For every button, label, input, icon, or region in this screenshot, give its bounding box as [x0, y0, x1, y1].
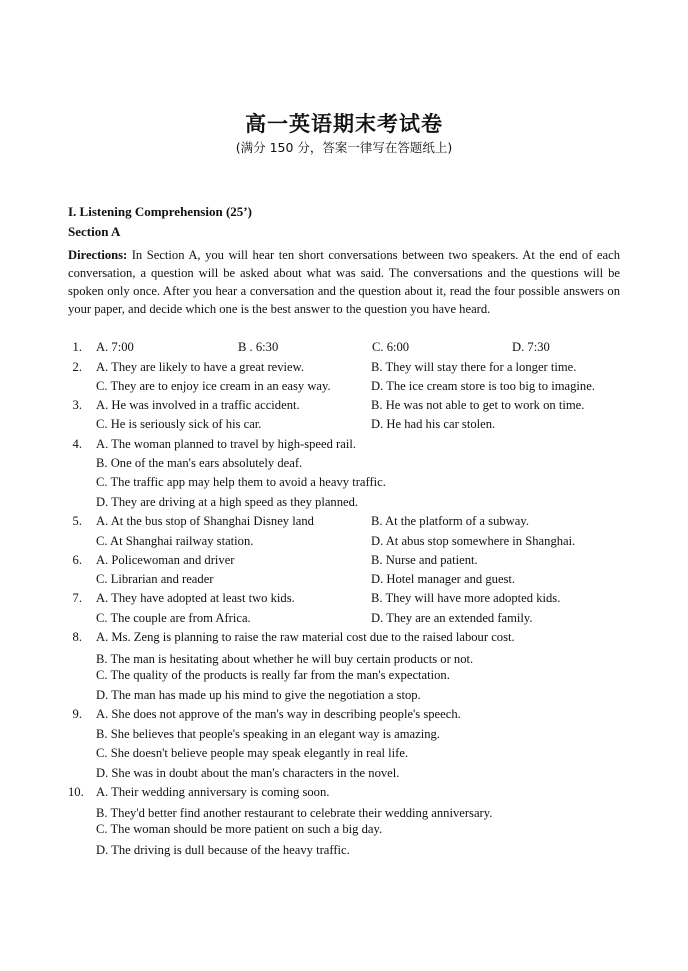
option-d: D. They are an extended family. — [371, 611, 533, 625]
question-3 — [68, 398, 628, 438]
option-b: B . 6:30 — [238, 340, 279, 354]
option-a: A. At the bus stop of Shanghai Disney land — [96, 514, 314, 528]
option-c: C. He is seriously sick of his car. — [96, 417, 262, 431]
question-10 — [68, 785, 628, 863]
option-d: D. 7:30 — [512, 340, 550, 354]
question-4 — [68, 437, 628, 515]
option-b: B. The man is hesitating about whether he will buy certain products or not. — [96, 652, 474, 666]
question-number: 1. — [72, 340, 82, 354]
exam-title: 高一英语期末考试卷 — [245, 111, 443, 136]
option-a: A. He was involved in a traffic accident. — [96, 398, 300, 412]
question-5 — [68, 514, 628, 554]
section-heading: Section A — [68, 224, 121, 239]
option-d: D. The driving is dull because of the heavy traffic. — [96, 843, 350, 857]
option-d: D. The man has made up his mind to give the negotiation a stop. — [96, 688, 421, 702]
exam-subtitle: (满分 150 分，答案一律写在答题纸上) — [235, 140, 453, 155]
option-c: C. She doesn't believe people may speak elegantly in real life. — [96, 746, 409, 760]
question-number: 5. — [72, 514, 82, 528]
option-a: A. Ms. Zeng is planning to raise the raw material cost due to the raised labour cost. — [96, 630, 515, 644]
option-d: D. At abus stop somewhere in Shanghai. — [371, 534, 576, 548]
option-c: C. At Shanghai railway station. — [96, 534, 254, 548]
option-b: B. At the platform of a subway. — [371, 514, 529, 528]
option-a: A. She does not approve of the man's way in describing people's speech. — [96, 707, 461, 721]
option-c: C. The couple are from Africa. — [96, 611, 251, 625]
question-number: 7. — [72, 591, 82, 605]
option-b: B. One of the man's ears absolutely deaf. — [96, 456, 303, 470]
question-9 — [68, 707, 628, 785]
option-c: C. The woman should be more patient on such a big day. — [96, 822, 383, 836]
option-a: A. Policewoman and driver — [96, 553, 235, 567]
option-d: D. The ice cream store is too big to imagine. — [371, 379, 595, 393]
option-b: B. Nurse and patient. — [371, 553, 478, 567]
question-number: 2. — [72, 360, 82, 374]
option-d: D. They are driving at a high speed as they planned. — [96, 495, 359, 509]
option-b: B. They will have more adopted kids. — [371, 591, 561, 605]
directions-paragraph — [68, 246, 620, 318]
question-8 — [68, 630, 628, 708]
question-number: 6. — [72, 553, 82, 567]
question-number: 8. — [72, 630, 82, 644]
question-number: 4. — [72, 437, 82, 451]
option-c: C. The traffic app may help them to avoid a heavy traffic. — [96, 475, 386, 489]
option-a: A. They have adopted at least two kids. — [96, 591, 295, 605]
option-c: C. The quality of the products is really far from the man's expectation. — [96, 668, 450, 682]
option-b: B. He was not able to get to work on time. — [371, 398, 585, 412]
question-2 — [68, 360, 628, 400]
question-number: 3. — [72, 398, 82, 412]
option-b: B. She believes that people's speaking in an elegant way is amazing. — [96, 727, 440, 741]
directions-text: In Section A, you will hear ten short conversations between two speakers. At the end of each conversation, a question will be asked about what was said. The conversations and the questions will be spoken only once. After you hear a conversation and the question about it, read the four possible answers on your paper, and decide which one is the best answer to the question you have heard. — [68, 248, 620, 316]
question-7 — [68, 591, 628, 631]
question-6 — [68, 553, 628, 593]
part-heading: I. Listening Comprehension (25’) — [68, 204, 252, 219]
option-a: A. 7:00 — [96, 340, 134, 354]
option-c: C. They are to enjoy ice cream in an easy way. — [96, 379, 331, 393]
question-1 — [68, 340, 628, 360]
option-a: A. The woman planned to travel by high-speed rail. — [96, 437, 356, 451]
question-number: 9. — [72, 707, 82, 721]
option-a: A. They are likely to have a great review. — [96, 360, 305, 374]
option-d: D. Hotel manager and guest. — [371, 572, 516, 586]
option-d: D. She was in doubt about the man's characters in the novel. — [96, 766, 400, 780]
option-b: B. They will stay there for a longer time. — [371, 360, 577, 374]
option-a: A. Their wedding anniversary is coming soon. — [96, 785, 330, 799]
directions-label: Directions: — [68, 248, 128, 262]
option-c: C. 6:00 — [372, 340, 410, 354]
question-number: 10. — [68, 785, 84, 799]
option-b: B. They'd better find another restaurant to celebrate their wedding anniversary. — [96, 806, 493, 820]
option-c: C. Librarian and reader — [96, 572, 214, 586]
option-d: D. He had his car stolen. — [371, 417, 496, 431]
